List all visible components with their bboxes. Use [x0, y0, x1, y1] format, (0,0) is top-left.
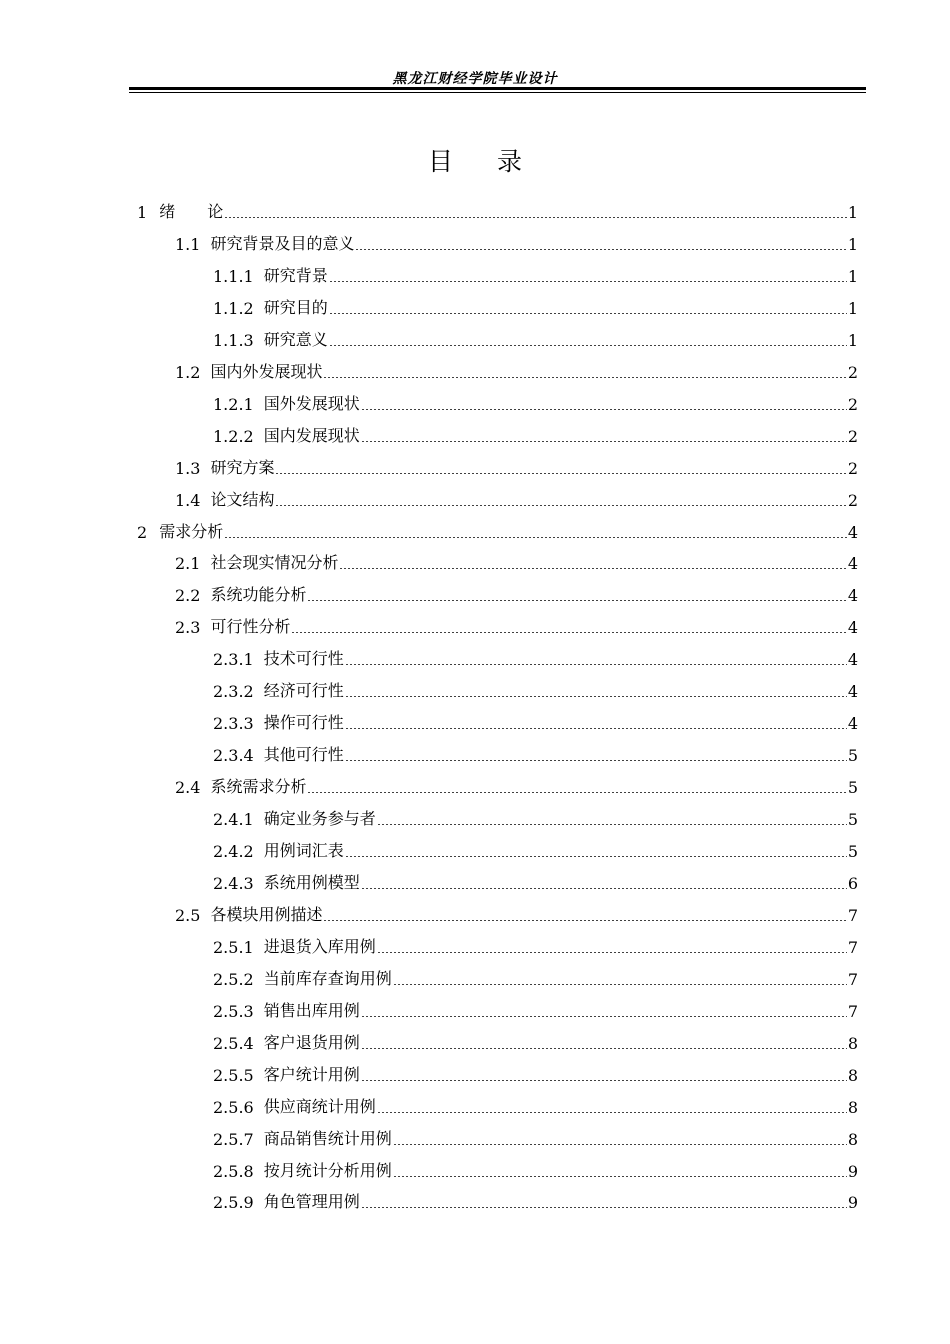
toc-entry-page: 5 — [847, 778, 858, 798]
toc-entry-number: 2.3.4 — [213, 746, 254, 766]
toc-entry-title: 进退货入库用例 — [263, 936, 376, 956]
toc-entry-number: 2.4.2 — [213, 842, 254, 861]
toc-entry-page: 1 — [847, 330, 858, 350]
toc-entry[interactable] — [213, 292, 858, 318]
toc-entry-number: 2.5.3 — [213, 1001, 254, 1021]
header-rule-thick — [129, 87, 866, 90]
toc-dot-leader — [291, 632, 846, 633]
toc-dot-leader — [329, 345, 847, 346]
toc-entry-title: 经济可行性 — [263, 681, 344, 701]
toc-entry-number: 2.3.2 — [213, 682, 254, 702]
toc-entry-title: 绪 论 — [159, 202, 224, 221]
toc-entry-number: 2.2 — [175, 586, 201, 606]
toc-entry[interactable] — [213, 675, 858, 701]
toc-entry-page: 1 — [847, 298, 858, 318]
toc-entry-title: 系统需求分析 — [210, 777, 307, 797]
toc-dot-leader — [361, 1016, 847, 1017]
toc-entry-title: 用例词汇表 — [263, 841, 344, 860]
toc-entry[interactable] — [175, 228, 858, 254]
toc-entry[interactable] — [213, 707, 858, 733]
toc-entry[interactable] — [213, 963, 858, 989]
toc-entry-number: 2.5.1 — [213, 937, 254, 957]
toc-entry-page: 2 — [847, 394, 858, 414]
toc-entry[interactable] — [213, 1123, 858, 1149]
toc-entry-page: 4 — [847, 714, 858, 734]
toc-entry-page: 5 — [847, 842, 858, 861]
toc-entry-title: 角色管理用例 — [263, 1192, 360, 1212]
toc-entry[interactable] — [213, 1027, 858, 1053]
toc-entry-page: 2 — [847, 426, 858, 446]
toc-dot-leader — [361, 441, 847, 442]
toc-entry-number: 1.1.1 — [213, 266, 254, 286]
toc-entry-number: 2.5.6 — [213, 1097, 254, 1117]
toc-entry[interactable] — [213, 420, 858, 446]
toc-entry-page: 7 — [847, 1001, 858, 1021]
toc-entry[interactable] — [175, 579, 858, 605]
toc-entry[interactable] — [137, 516, 858, 542]
toc-dot-leader — [275, 505, 846, 506]
toc-dot-leader — [361, 409, 847, 410]
toc-entry[interactable] — [175, 484, 858, 510]
toc-entry[interactable] — [213, 260, 858, 286]
toc-entry-title: 当前库存查询用例 — [263, 968, 392, 988]
toc-dot-leader — [339, 568, 846, 569]
toc-dot-leader — [361, 888, 847, 889]
toc-dot-leader — [323, 920, 846, 921]
toc-entry-page: 4 — [847, 586, 858, 606]
toc-entry[interactable] — [175, 356, 858, 382]
toc-entry-page: 2 — [847, 490, 858, 510]
toc-dot-leader — [275, 473, 846, 474]
toc-entry-page: 8 — [847, 1033, 858, 1053]
toc-entry-number: 1.3 — [175, 458, 201, 478]
toc-entry-number: 2.5.9 — [213, 1193, 254, 1213]
toc-entry-page: 4 — [847, 618, 858, 638]
toc-entry-page: 4 — [847, 682, 858, 702]
toc-entry-title: 系统用例模型 — [263, 872, 360, 892]
toc-entry-page: 7 — [847, 969, 858, 989]
toc-dot-leader — [345, 664, 847, 665]
toc-entry-title: 国内发展现状 — [263, 425, 360, 445]
toc-entry-page: 9 — [847, 1193, 858, 1213]
toc-entry[interactable] — [175, 899, 858, 925]
toc-entry-page: 4 — [847, 522, 858, 542]
toc-dot-leader — [361, 1207, 847, 1208]
toc-entry-page: 1 — [847, 266, 858, 286]
toc-entry[interactable] — [213, 324, 858, 350]
toc-entry-title: 研究方案 — [210, 457, 275, 477]
toc-dot-leader — [345, 696, 847, 697]
toc-entry-title: 各模块用例描述 — [210, 904, 323, 924]
toc-entry-title: 国外发展现状 — [263, 393, 360, 413]
toc-entry-title: 研究目的 — [263, 297, 328, 317]
toc-entry-number: 2 — [137, 522, 148, 542]
toc-entry-number: 1.2 — [175, 362, 201, 382]
toc-entry-number: 1.2.1 — [213, 394, 254, 414]
toc-entry-title: 研究意义 — [263, 329, 328, 349]
toc-entry-number: 2.3 — [175, 618, 201, 638]
toc-entry-number: 2.4 — [175, 778, 201, 798]
toc-entry-page: 1 — [847, 203, 858, 222]
toc-dot-leader — [377, 1112, 847, 1113]
toc-entry[interactable] — [213, 739, 858, 765]
toc-entry-page: 7 — [847, 905, 858, 925]
toc-dot-leader — [377, 824, 847, 825]
toc-dot-leader — [393, 984, 847, 985]
toc-entry-number: 1 — [137, 203, 148, 222]
toc-dot-leader — [329, 313, 847, 314]
toc-title: 目录 — [427, 147, 566, 176]
toc-entry[interactable] — [213, 803, 858, 829]
toc-dot-leader — [361, 1080, 847, 1081]
toc-entry-page: 8 — [847, 1129, 858, 1149]
toc-entry-number: 2.3.1 — [213, 650, 254, 670]
toc-entry-page: 2 — [847, 362, 858, 382]
toc-entry-title: 社会现实情况分析 — [210, 553, 339, 573]
toc-entry-page: 6 — [847, 873, 858, 893]
toc-entry-number: 1.1.3 — [213, 330, 254, 350]
header-rule-thin — [129, 92, 866, 93]
toc-entry-number: 2.5.4 — [213, 1033, 254, 1053]
toc-entry-title: 论文结构 — [210, 489, 275, 509]
toc-entry-number: 1.4 — [175, 490, 201, 510]
toc-entry-title: 供应商统计用例 — [263, 1096, 376, 1116]
toc-entry-number: 2.5.7 — [213, 1129, 254, 1149]
toc-dot-leader — [224, 217, 847, 218]
toc-entry-title: 技术可行性 — [263, 649, 344, 669]
toc-entry-title: 确定业务参与者 — [263, 809, 376, 829]
toc-dot-leader — [345, 760, 847, 761]
toc-entry-page: 5 — [847, 746, 858, 766]
toc-entry[interactable] — [175, 611, 858, 637]
toc-entry-title: 客户统计用例 — [263, 1064, 360, 1084]
toc-entry-number: 2.1 — [175, 554, 201, 574]
toc-entry-title: 客户退货用例 — [263, 1032, 360, 1052]
toc-entry[interactable] — [213, 643, 858, 669]
toc-dot-leader — [307, 792, 846, 793]
toc-entry-page: 8 — [847, 1065, 858, 1085]
toc-entry-title: 研究背景 — [263, 265, 328, 285]
toc-dot-leader — [345, 728, 847, 729]
toc-entry-number: 1.1 — [175, 234, 201, 254]
toc-entry[interactable] — [175, 771, 858, 797]
toc-entry-page: 2 — [847, 458, 858, 478]
toc-entry-title: 操作可行性 — [263, 713, 344, 733]
toc-entry-number: 2.3.3 — [213, 714, 254, 734]
toc-entry[interactable] — [213, 867, 858, 893]
toc-entry[interactable] — [213, 835, 858, 861]
toc-entry-number: 1.2.2 — [213, 426, 254, 446]
toc-dot-leader — [224, 537, 847, 538]
toc-dot-leader — [361, 1048, 847, 1049]
toc-entry-title: 其他可行性 — [263, 745, 344, 765]
toc-entry[interactable] — [137, 196, 858, 222]
toc-entry[interactable] — [213, 1186, 858, 1212]
toc-entry-number: 2.5.5 — [213, 1065, 254, 1085]
toc-entry[interactable] — [213, 931, 858, 957]
toc-entry[interactable] — [213, 388, 858, 414]
toc-entry-title: 系统功能分析 — [210, 585, 307, 605]
toc-dot-leader — [355, 249, 846, 250]
toc-dot-leader — [345, 856, 847, 857]
toc-entry-title: 销售出库用例 — [263, 1000, 360, 1020]
toc-entry[interactable] — [213, 1155, 858, 1181]
toc-entry-title: 商品销售统计用例 — [263, 1128, 392, 1148]
toc-entry[interactable] — [175, 547, 858, 573]
toc-entry-page: 9 — [847, 1161, 858, 1181]
toc-dot-leader — [323, 377, 846, 378]
toc-entry[interactable] — [213, 1059, 858, 1085]
toc-entry-page: 5 — [847, 810, 858, 830]
toc-entry-title: 可行性分析 — [210, 617, 291, 637]
toc-entry-number: 2.4.3 — [213, 873, 254, 893]
toc-entry-title: 国内外发展现状 — [210, 361, 323, 381]
toc-entry-number: 2.5 — [175, 905, 201, 925]
toc-dot-leader — [377, 952, 847, 953]
toc-entry-number: 2.4.1 — [213, 810, 254, 830]
toc-entry-page: 1 — [847, 234, 858, 254]
toc-dot-leader — [393, 1144, 847, 1145]
toc-entry-number: 2.5.8 — [213, 1161, 254, 1181]
toc-entry[interactable] — [175, 452, 858, 478]
page-header: 黑龙江财经学院毕业设计 — [392, 71, 558, 87]
toc-entry-number: 1.1.2 — [213, 298, 254, 318]
toc-entry[interactable] — [213, 995, 858, 1021]
toc-entry[interactable] — [213, 1091, 858, 1117]
toc-entry-page: 4 — [847, 650, 858, 670]
toc-dot-leader — [329, 281, 847, 282]
toc-dot-leader — [307, 600, 846, 601]
toc-entry-title: 按月统计分析用例 — [263, 1160, 392, 1180]
toc-entry-title: 需求分析 — [159, 521, 224, 541]
toc-dot-leader — [393, 1176, 847, 1177]
toc-entry-page: 8 — [847, 1097, 858, 1117]
toc-entry-page: 7 — [847, 937, 858, 957]
toc-entry-title: 研究背景及目的意义 — [210, 233, 355, 253]
toc-entry-page: 4 — [847, 554, 858, 574]
toc-entry-number: 2.5.2 — [213, 969, 254, 989]
